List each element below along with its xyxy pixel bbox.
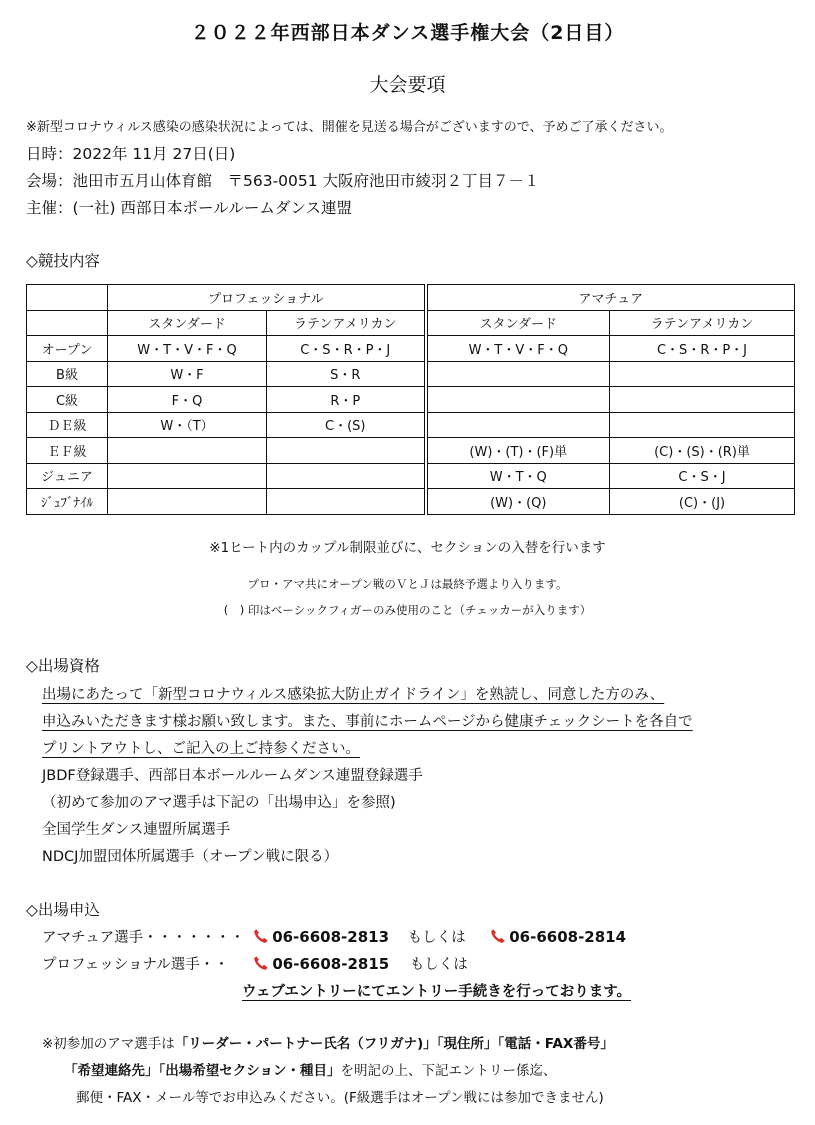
table-corner-cell bbox=[27, 285, 108, 311]
first-timer-line-3: 郵便・FAX・メール等でお申込みください。(F級選手はオープン戦には参加できません) bbox=[76, 1090, 604, 1106]
guideline-line: 出場にあたって「新型コロナウィルス感染拡大防止ガイドライン」を熟読し、同意した方のみ、 bbox=[42, 687, 665, 703]
first-timer-line-1 bbox=[42, 1032, 614, 1052]
event-venue: 会場：池田市五月山体育館 〒563-0051 大阪府池田市綾羽２丁目７－１ bbox=[26, 172, 540, 190]
guideline-line: プリントアウトし、ご記入の上ご持参ください。 bbox=[42, 741, 360, 757]
table-row bbox=[27, 387, 795, 413]
page-subtitle: 大会要項 bbox=[369, 74, 446, 96]
qualification-item: （初めて参加のアマ選手は下記の「出場申込」を参照) bbox=[42, 795, 396, 811]
phone-icon bbox=[490, 928, 506, 944]
cell bbox=[267, 438, 426, 464]
table-corner-cell bbox=[27, 310, 108, 336]
cell bbox=[426, 361, 610, 387]
table-row bbox=[27, 336, 795, 362]
cell bbox=[267, 463, 426, 489]
cell: (C)・(S)・(R)単 bbox=[610, 438, 795, 464]
table-row bbox=[27, 489, 795, 515]
cell: (C)・(J) bbox=[610, 489, 795, 515]
amateur-phone-1[interactable] bbox=[253, 928, 389, 946]
open-note: プロ・アマ共にオープン戦のＶとＪは最終予選より入ります。 bbox=[247, 577, 568, 591]
row-label: ｼﾞｭﾌﾞﾅｲﾙ bbox=[27, 489, 108, 515]
pro-label: プロフェッショナル選手・・ bbox=[42, 957, 229, 973]
application-heading: ◇出場申込 bbox=[26, 901, 100, 919]
row-label: ＤＥ級 bbox=[27, 412, 108, 438]
ama-header: アマチュア bbox=[426, 285, 795, 311]
table-row bbox=[27, 438, 795, 464]
basic-figure-note: ( ) 印はベーシックフィガーのみ使用のこと（チェッカーが入ります） bbox=[223, 603, 592, 617]
web-entry-notice: ウェブエントリーにてエントリー手続きを行っております。 bbox=[242, 984, 632, 1000]
cell bbox=[267, 489, 426, 515]
ama-standard-header: スタンダード bbox=[426, 310, 610, 336]
cell bbox=[610, 387, 795, 413]
cell bbox=[610, 412, 795, 438]
amateur-phone-1-number: 06-6608-2813 bbox=[272, 928, 390, 946]
cell: R・P bbox=[267, 387, 426, 413]
covid-notice: ※新型コロナウィルス感染の感染状況によっては、開催を見送る場合がございますので、予めご了承ください。 bbox=[26, 120, 673, 135]
cell bbox=[108, 438, 267, 464]
cell: F・Q bbox=[108, 387, 267, 413]
or-text: もしくは bbox=[407, 930, 466, 946]
pro-latin-header: ラテンアメリカン bbox=[267, 310, 426, 336]
cell: C・S・J bbox=[610, 463, 795, 489]
pro-phone[interactable] bbox=[253, 955, 389, 973]
table-row bbox=[27, 361, 795, 387]
amateur-line bbox=[42, 926, 626, 947]
cell bbox=[108, 489, 267, 515]
heat-note: ※1ヒート内のカップル制限並びに、セクションの入替を行います bbox=[209, 540, 606, 556]
row-label: B級 bbox=[27, 361, 108, 387]
cell: W・T・Q bbox=[426, 463, 610, 489]
row-label: ジュニア bbox=[27, 463, 108, 489]
cell: S・R bbox=[267, 361, 426, 387]
first-timer-required-2: 「希望連絡先」「出場希望セクション・種目」 bbox=[64, 1063, 341, 1079]
cell: C・S・R・P・J bbox=[267, 336, 426, 362]
qualification-item: 全国学生ダンス連盟所属選手 bbox=[42, 822, 231, 838]
phone-icon bbox=[253, 955, 269, 971]
cell: W・T・V・F・Q bbox=[426, 336, 610, 362]
cell bbox=[426, 412, 610, 438]
competition-heading: ◇競技内容 bbox=[26, 252, 100, 270]
table-row bbox=[27, 463, 795, 489]
ama-latin-header: ラテンアメリカン bbox=[610, 310, 795, 336]
pro-header: プロフェッショナル bbox=[108, 285, 426, 311]
cell bbox=[108, 463, 267, 489]
guideline-line: 申込みいただきます様お願い致します。また、事前にホームページから健康チェックシートを各自で bbox=[42, 714, 693, 730]
pro-line bbox=[42, 953, 468, 974]
cell: C・S・R・P・J bbox=[610, 336, 795, 362]
qualification-item: NDCJ加盟団体所属選手（オープン戦に限る） bbox=[42, 849, 339, 865]
first-timer-line-2 bbox=[64, 1059, 556, 1079]
page-title: ２０２２年西部日本ダンス選手権大会（2日目） bbox=[190, 22, 625, 44]
cell: (W)・(Q) bbox=[426, 489, 610, 515]
competition-table bbox=[26, 284, 795, 515]
table-subheader-row bbox=[27, 310, 795, 336]
cell bbox=[610, 361, 795, 387]
first-timer-prefix: ※初参加のアマ選手は bbox=[42, 1036, 175, 1052]
row-label: オープン bbox=[27, 336, 108, 362]
cell: W・（T） bbox=[108, 412, 267, 438]
first-timer-required-1: 「リーダー・パートナー氏名（フリガナ)」「現住所」「電話・FAX番号」 bbox=[174, 1036, 614, 1052]
amateur-phone-2-number: 06-6608-2814 bbox=[509, 928, 627, 946]
row-label: ＥＦ級 bbox=[27, 438, 108, 464]
first-timer-rest: を明記の上、下記エントリー係迄、 bbox=[340, 1063, 557, 1079]
qualification-heading: ◇出場資格 bbox=[26, 657, 100, 675]
event-date: 日時：2022年 11月 27日(日) bbox=[26, 145, 236, 163]
event-organizer: 主催：(一社) 西部日本ボールルームダンス連盟 bbox=[26, 199, 353, 217]
pro-standard-header: スタンダード bbox=[108, 310, 267, 336]
table-row bbox=[27, 412, 795, 438]
pro-phone-number: 06-6608-2815 bbox=[272, 955, 390, 973]
table-header-row bbox=[27, 285, 795, 311]
cell: (W)・(T)・(F)単 bbox=[426, 438, 610, 464]
cell: W・F bbox=[108, 361, 267, 387]
amateur-phone-2[interactable] bbox=[490, 928, 626, 946]
cell: W・T・V・F・Q bbox=[108, 336, 267, 362]
cell bbox=[426, 387, 610, 413]
amateur-label: アマチュア選手・・・・・・・ bbox=[42, 930, 245, 946]
or-text: もしくは bbox=[409, 957, 468, 973]
row-label: C級 bbox=[27, 387, 108, 413]
phone-icon bbox=[253, 928, 269, 944]
cell: C・(S) bbox=[267, 412, 426, 438]
qualification-item: JBDF登録選手、西部日本ボールルームダンス連盟登録選手 bbox=[42, 768, 423, 784]
